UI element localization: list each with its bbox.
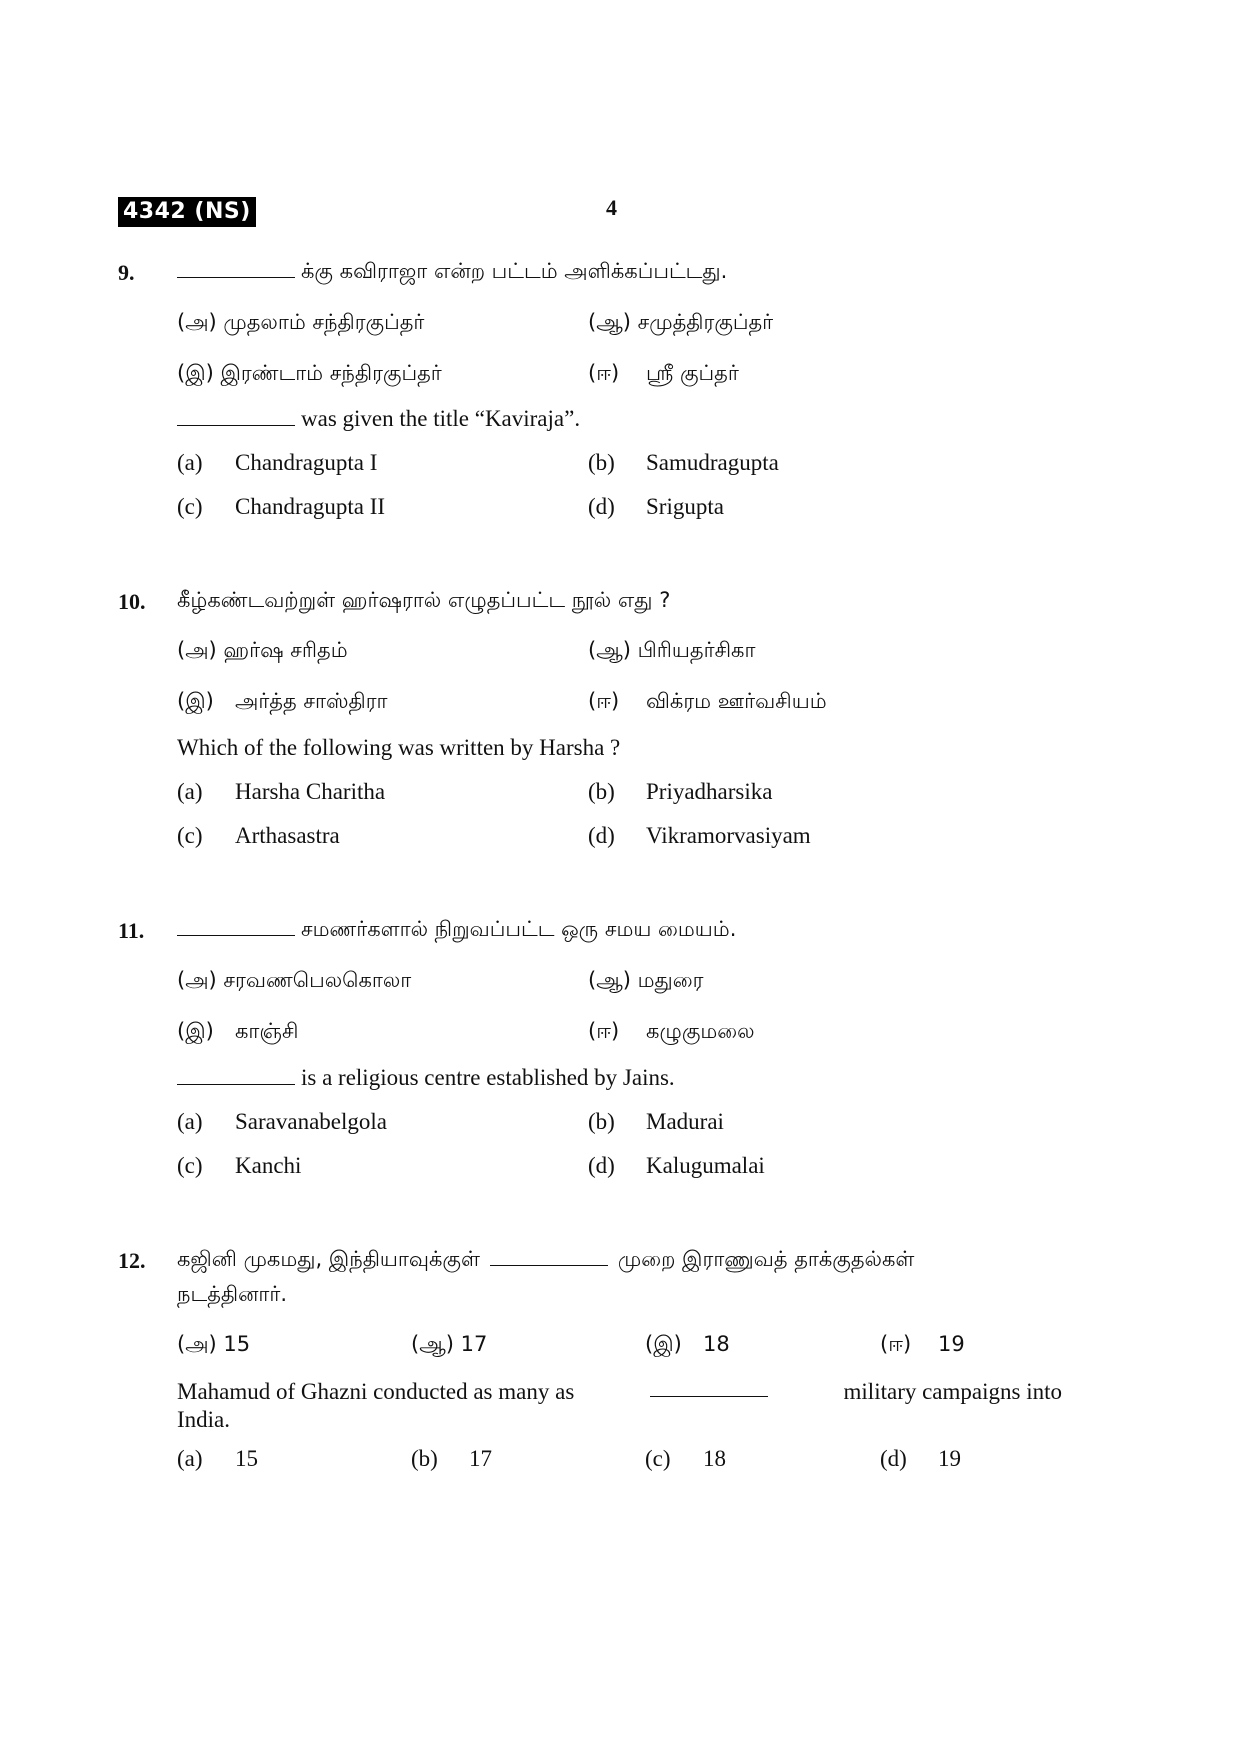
option-en-d: [588, 823, 811, 849]
answer-blank: [490, 1247, 608, 1266]
option-marker: (ஆ): [588, 638, 631, 662]
option-text: 15: [223, 1332, 251, 1356]
option-marker: (ஆ): [411, 1332, 454, 1356]
option-marker: (a): [177, 779, 203, 804]
option-marker: (ஆ): [588, 968, 631, 992]
option-marker: (b): [411, 1446, 438, 1471]
option-en-b: [588, 450, 779, 476]
option-text: 15: [235, 1446, 258, 1471]
option-ta-b: [411, 1332, 487, 1359]
option-text: இரண்டாம் சந்திரகுப்தர்: [220, 361, 442, 385]
option-text: காஞ்சி: [235, 1019, 299, 1043]
option-ta-b: [588, 968, 703, 995]
option-en-a: [177, 779, 385, 805]
question-stem-tamil: கீழ்கண்டவற்றுள் ஹர்ஷரால் எழுதப்பட்ட நூல் எது ?: [177, 588, 671, 612]
option-marker: (அ): [177, 310, 217, 334]
option-marker: (அ): [177, 1332, 217, 1356]
option-text: Srigupta: [646, 494, 724, 519]
option-marker: (அ): [177, 638, 217, 662]
option-marker: (c): [177, 1153, 203, 1178]
question-stem-tamil: [177, 917, 736, 944]
option-text: 19: [938, 1446, 961, 1471]
answer-blank: [177, 259, 295, 278]
option-text: Saravanabelgola: [235, 1109, 387, 1134]
answer-blank: [177, 1066, 295, 1085]
stem-text: military campaigns into: [843, 1379, 1062, 1404]
option-ta-c: [177, 361, 442, 388]
option-text: Chandragupta II: [235, 494, 386, 519]
answer-blank: [177, 407, 295, 426]
option-marker: (b): [588, 779, 615, 804]
option-en-c: [177, 1153, 301, 1179]
option-marker: (d): [588, 823, 615, 848]
option-text: 19: [938, 1332, 965, 1356]
option-ta-d: [588, 1019, 755, 1046]
option-text: Priyadharsika: [646, 779, 773, 804]
question-number: 9.: [118, 260, 135, 285]
option-text: சமுத்திரகுப்தர்: [637, 310, 774, 334]
option-ta-d: [588, 361, 739, 388]
option-ta-a: [177, 968, 411, 995]
answer-blank: [177, 917, 295, 936]
option-text: Harsha Charitha: [235, 779, 386, 804]
option-marker: (c): [177, 823, 203, 848]
option-marker: (ஈ): [880, 1332, 912, 1356]
option-en-b: [588, 1109, 724, 1135]
option-ta-c: [177, 1019, 298, 1046]
option-ta-d: [880, 1332, 965, 1359]
option-text: கழுகுமலை: [646, 1019, 755, 1043]
option-marker: (b): [588, 450, 615, 475]
stem-text: க்கு கவிராஜா என்ற பட்டம் அளிக்கப்பட்டது.: [301, 259, 728, 283]
option-text: அர்த்த சாஸ்திரா: [235, 689, 388, 713]
option-ta-b: [588, 310, 773, 337]
stem-text: முறை இராணுவத் தாக்குதல்கள்: [617, 1247, 915, 1271]
option-text: விக்ரம ஊர்வசியம்: [646, 689, 827, 713]
option-text: Samudragupta: [646, 450, 779, 475]
stem-text: சமணர்களால் நிறுவப்பட்ட ஒரு சமய மையம்.: [301, 917, 737, 941]
option-marker: (d): [880, 1446, 907, 1471]
option-text: Arthasastra: [235, 823, 340, 848]
option-en-d: [880, 1446, 961, 1472]
option-marker: (இ): [177, 361, 214, 385]
option-ta-d: [588, 689, 827, 716]
option-ta-c: [645, 1332, 730, 1359]
option-marker: (ஈ): [588, 361, 620, 385]
option-marker: (அ): [177, 968, 217, 992]
option-text: 17: [469, 1446, 492, 1471]
option-text: Madurai: [646, 1109, 724, 1134]
option-text: Chandragupta I: [235, 450, 378, 475]
option-text: Kanchi: [235, 1153, 302, 1178]
option-marker: (இ): [177, 689, 214, 713]
option-en-d: [588, 1153, 765, 1179]
option-text: ஹர்ஷ சரிதம்: [223, 638, 348, 662]
option-en-d: [588, 494, 724, 520]
option-en-a: [177, 1446, 258, 1472]
paper-code: 4342 (NS): [118, 197, 256, 227]
stem-text: Mahamud of Ghazni conducted as many as: [177, 1379, 575, 1404]
option-text: 17: [460, 1332, 488, 1356]
option-en-c: [177, 823, 340, 849]
option-marker: (c): [645, 1446, 671, 1471]
option-text: மதுரை: [637, 968, 704, 992]
stem-text: is a religious centre established by Jains.: [301, 1065, 675, 1090]
question-number: 11.: [118, 918, 145, 943]
option-en-b: [411, 1446, 492, 1472]
answer-blank: [650, 1378, 768, 1397]
stem-text-line2: India.: [177, 1407, 231, 1432]
option-text: 18: [703, 1332, 730, 1356]
option-en-a: [177, 1109, 387, 1135]
option-text: முதலாம் சந்திரகுப்தர்: [223, 310, 425, 334]
option-en-a: [177, 450, 377, 476]
option-marker: (ஈ): [588, 1019, 620, 1043]
stem-text: was given the title “Kaviraja”.: [301, 406, 581, 431]
option-text: 18: [703, 1446, 726, 1471]
option-text: ஸ்ரீ குப்தர்: [646, 361, 739, 385]
option-marker: (a): [177, 1446, 203, 1471]
question-stem-english: Which of the following was written by Harsha ?: [177, 735, 621, 760]
option-text: Kalugumalai: [646, 1153, 765, 1178]
page-number: 4: [606, 195, 617, 220]
option-ta-a: [177, 1332, 250, 1359]
option-en-b: [588, 779, 772, 805]
option-ta-b: [588, 638, 755, 665]
option-text: Vikramorvasiyam: [646, 823, 811, 848]
stem-text: கஜினி முகமது, இந்தியாவுக்குள்: [177, 1247, 480, 1271]
question-number: 12.: [118, 1248, 146, 1273]
option-marker: (b): [588, 1109, 615, 1134]
option-marker: (d): [588, 494, 615, 519]
option-marker: (ஈ): [588, 689, 620, 713]
option-marker: (ஆ): [588, 310, 631, 334]
question-stem-tamil-line2: நடத்தினார்.: [177, 1282, 288, 1306]
option-marker: (a): [177, 450, 203, 475]
option-marker: (c): [177, 494, 203, 519]
question-number: 10.: [118, 589, 146, 614]
question-stem-english: [177, 406, 580, 432]
option-ta-a: [177, 638, 348, 665]
option-en-c: [645, 1446, 726, 1472]
option-marker: (d): [588, 1153, 615, 1178]
option-ta-c: [177, 689, 388, 716]
option-text: பிரியதர்சிகா: [637, 638, 756, 662]
option-marker: (இ): [177, 1019, 214, 1043]
option-text: சரவணபெலகொலா: [223, 968, 412, 992]
question-stem-english: [177, 1378, 1062, 1434]
option-marker: (a): [177, 1109, 203, 1134]
option-en-c: [177, 494, 385, 520]
question-stem-tamil: [177, 259, 727, 286]
option-marker: (இ): [645, 1332, 682, 1356]
question-stem-tamil: [177, 1247, 1062, 1274]
question-stem-english: [177, 1065, 675, 1091]
option-ta-a: [177, 310, 424, 337]
